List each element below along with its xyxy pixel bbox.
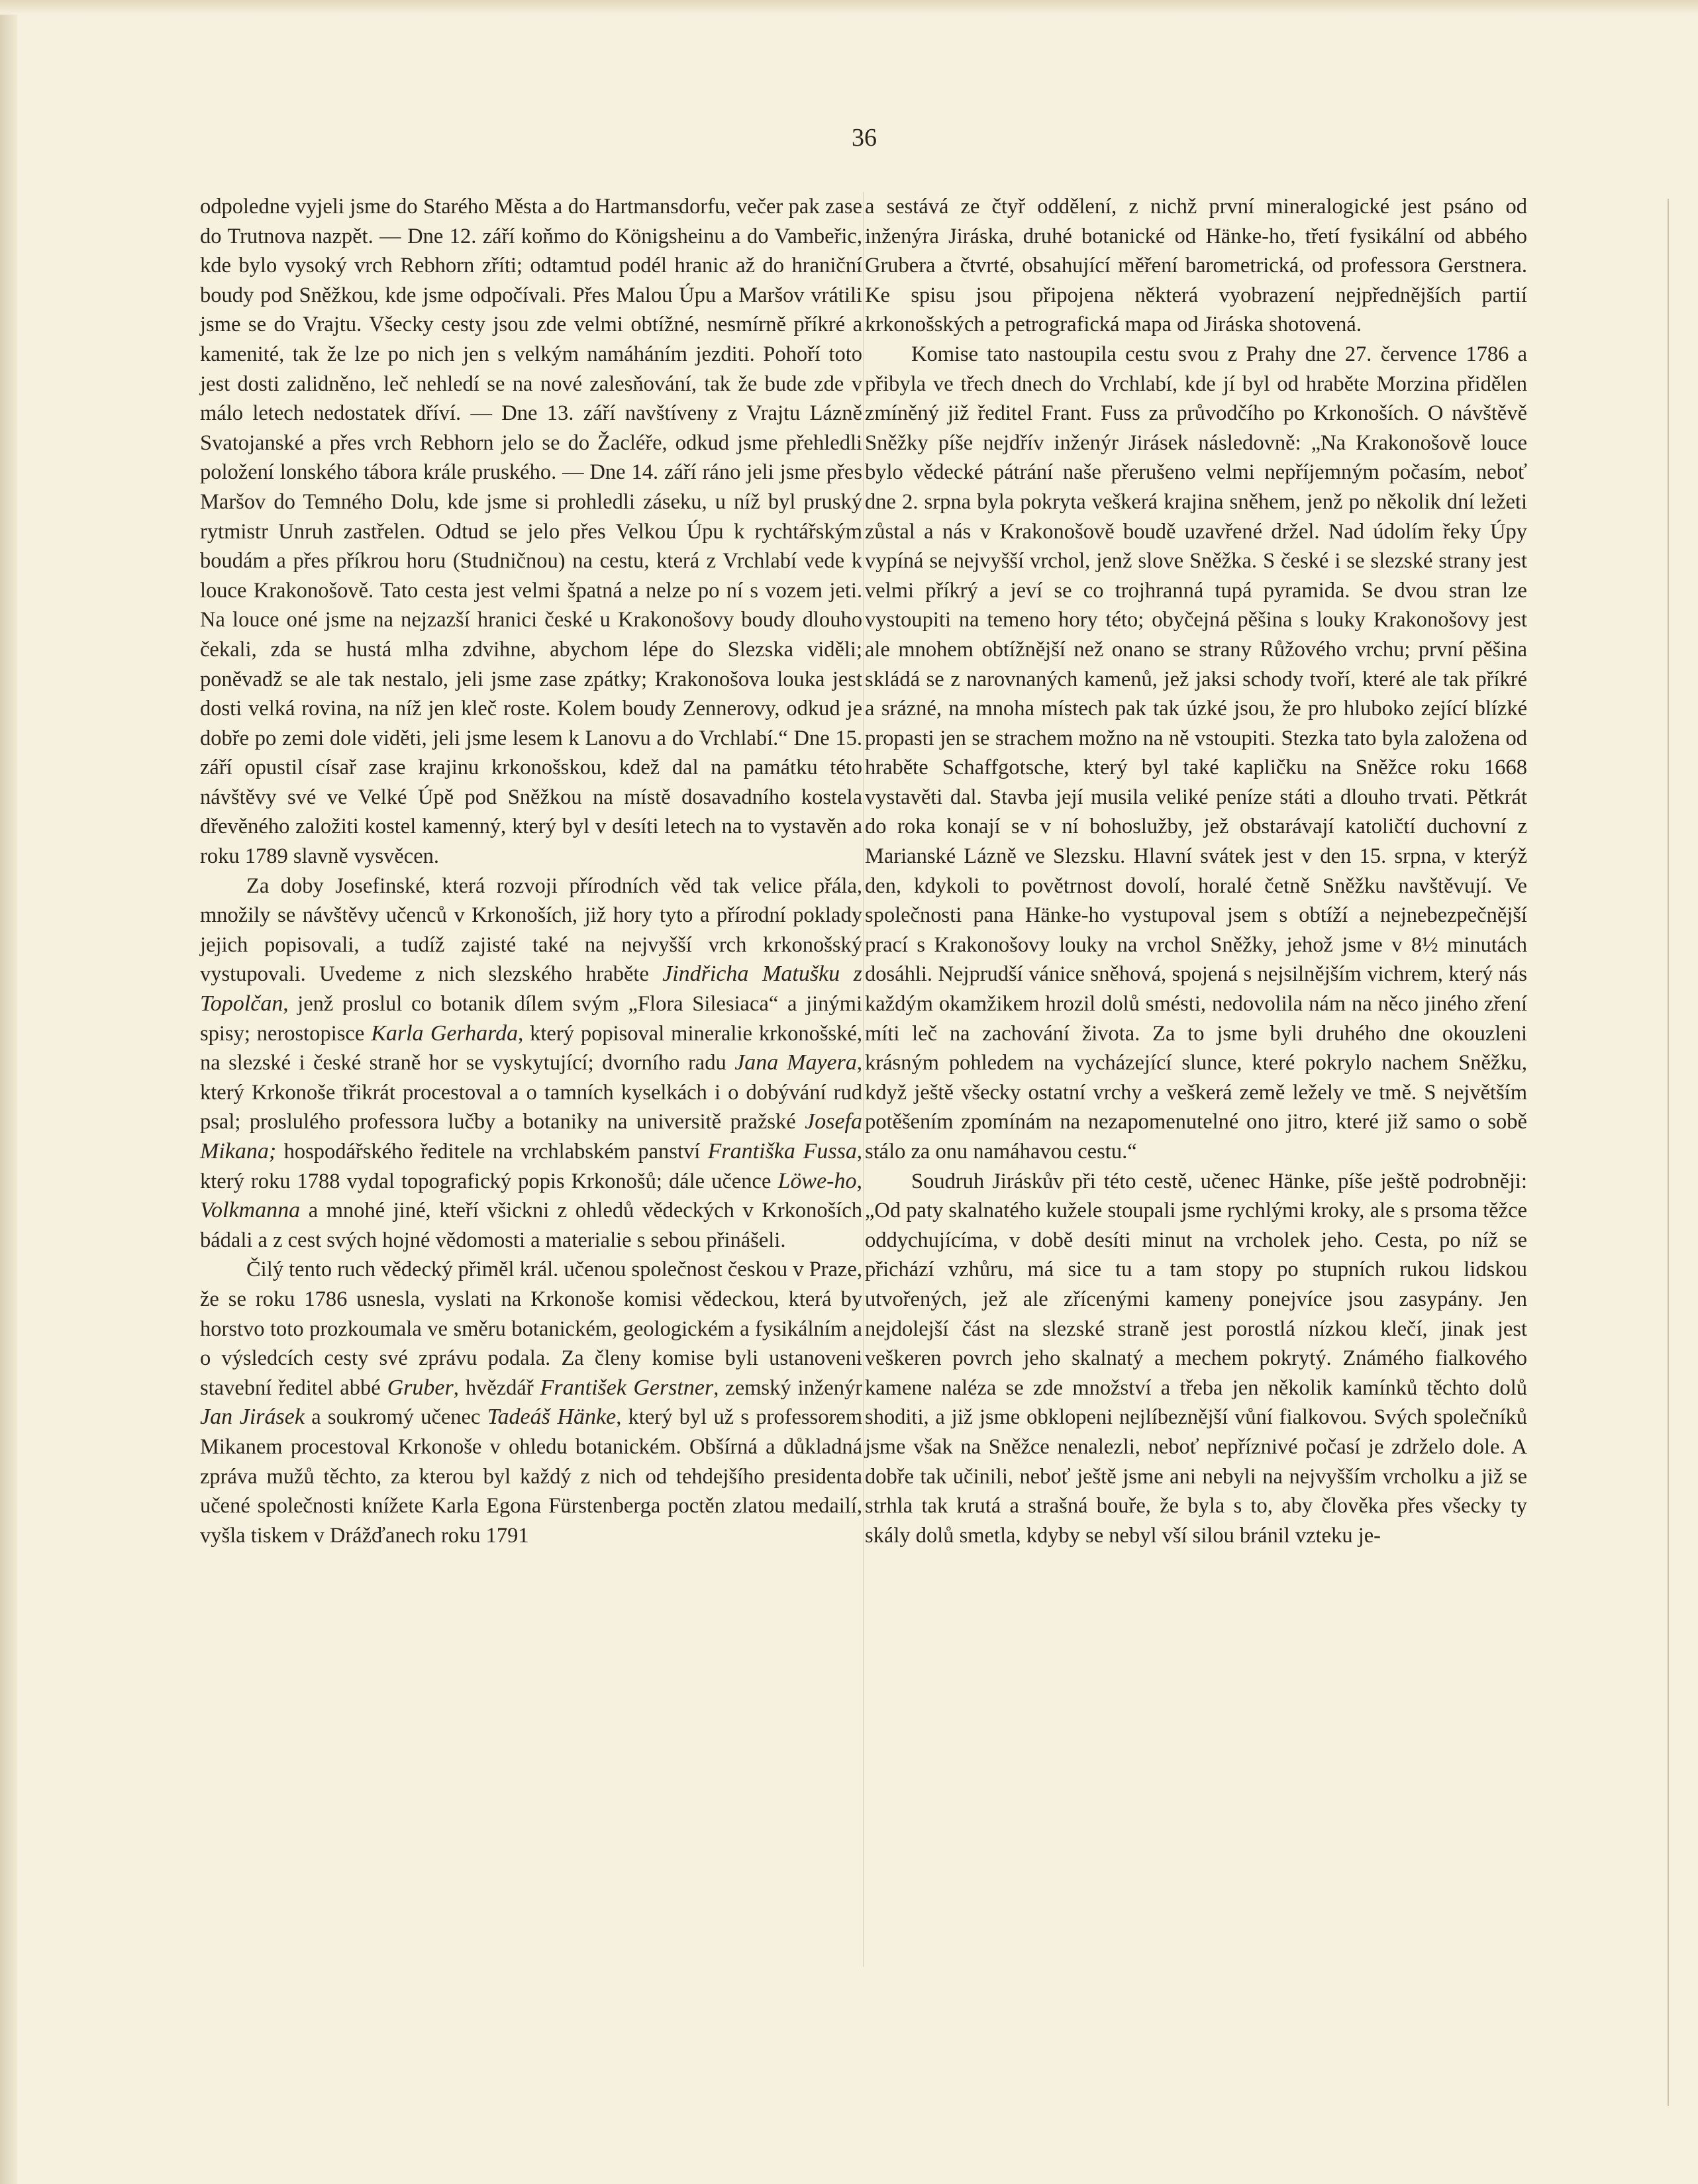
italic-name: Jindřicha Matušku z Topolčan	[200, 962, 862, 1017]
page-edge-rule	[1668, 199, 1669, 2106]
text-run: , který roku 1788 vydal topografický popis Krkonošů; dále učence	[200, 1140, 862, 1193]
text-run: , zemský inženýr	[713, 1375, 863, 1400]
italic-name: Karla Gerharda	[371, 1020, 519, 1046]
text-run: a mnohé jiné, kteří všickni z ohledů vědeckých v Krkonoších bádali a z cest svých hojné vědomosti a materialie s sebou přinášeli.	[200, 1199, 862, 1252]
body-paragraph	[865, 1167, 1527, 1551]
italic-name: Löwe-ho, Volkmanna	[200, 1168, 862, 1223]
text-run: odpoledne vyjeli jsme do Starého Města a do Hartmansdorfu, večer pak zase do Trutnova nazpět. — Dne 12. září koňmo do Königsheinu a do Vambeřic, kde bylo vysoký vrch Rebhorn zříti; odtamtud podél hranic až do hraniční boudy pod Sněžkou, kde jsme odpočívali. Přes Malou Úpu a Maršov vrátili jsme se do Vrajtu. Všecky cesty jsou zde velmi obtížné, nesmírně příkré a kamenité, tak že lze po nich jen s velkým namáháním jezditi. Pohoří toto jest dosti zalidněno, leč nehledí se na nové zalesňování, tak že bude zde v málo letech nedostatek dříví. — Dne 13. září navštíveny z Vrajtu Lázně Svatojanské a přes vrch Rebhorn jelo se do Žacléře, odkud jsme přehledli položení lonského tábora krále pruského. — Dne 14. září ráno jeli jsme přes Maršov do Temného Dolu, kde jsme si prohledli záseku, u níž byl pruský rytmistr Unruh zastřelen. Odtud se jelo přes Velkou Úpu k rychtářským boudám a přes příkrou horu (Studničnou) na cestu, která z Vrchlabí vede k louce Krakonošově. Tato cesta jest velmi špatná a nelze po ní s vozem jeti. Na louce oné jsme na nejzazší hranici české u Krakonošovy boudy dlouho čekali, zda se hustá mlha zdvihne, abychom lépe do Slezska viděli; poněvadž se ale tak nestalo, jeli jsme zase zpátky; Krakonošova louka jest dosti velká rovina, na níž jen kleč roste. Kolem boudy Zennerovy, odkud je dobře po zemi dole viděti, jeli jsme lesem k Lanovu a do Vrchlabí.“ Dne 15. září opustil císař zase krajinu krkonošskou, kdež dal na památku této návštěvy své ve Velké Úpě pod Sněžkou na místě dosavadního kostela dřevěného založiti kostel kamenný, který byl v desíti letech na to vystavěn a roku 1789 slavně vysvěcen.	[200, 195, 862, 869]
text-run: Za doby Josefinské, která rozvoji přírodních věd tak velice přála, množily se návštěvy učenců v Krkonoších, již hory tyto a přírodní poklady jejich popisovali, a tudíž zajisté také na nejvyšší vrch krkonošský vystupovali. Uvedeme z nich slezského hraběte	[200, 873, 862, 987]
text-run: , hvězdář	[453, 1375, 540, 1400]
text-run: , jenž proslul co botanik dílem svým „Flora Silesiaca“ a jinými spisy; nerostopisce	[200, 992, 862, 1046]
italic-name: Josefa Mikana;	[200, 1109, 862, 1164]
text-run: , který Krkonoše třikrát procestoval a o tamních kyselkách i o dobývání rud psal; proslulého professora lučby a botaniky na universitě pražské	[200, 1051, 863, 1134]
right-column	[865, 192, 1527, 1550]
italic-name: Jana Mayera	[734, 1050, 857, 1075]
italic-name: Gruber	[387, 1375, 454, 1400]
text-run: Čilý tento ruch vědecký přiměl král. učenou společnost českou v Praze, že se roku 1786 usnesla, vyslati na Krkonoše komisi vědeckou, která by horstvo toto prozkoumala ve směru botanickém, geologickém a fysikálním a o výsledcích cesty své zprávu podala. Za členy komise byli ustanoveni stavební ředitel abbé	[200, 1258, 862, 1400]
body-paragraph	[200, 192, 862, 871]
text-run: a soukromý učenec	[304, 1405, 487, 1430]
left-column	[200, 192, 862, 1550]
text-run: a sestává ze čtyř oddělení, z nichž první mineralogické jest psáno od inženýra Jiráska, druhé botanické od Hänke-ho, třetí fysikální od abbého Grubera a čtvrté, obsahující měření barometrická, od professora Gerstnera. Ke spisu jsou připojena některá vyobrazení nejpřednějších partií krkonošských a petrografická mapa od Jiráska shotovená.	[865, 195, 1527, 337]
scan-edge-top	[0, 0, 1698, 15]
column-divider	[863, 192, 864, 1967]
scan-edge-left	[0, 0, 17, 2184]
text-run: hospodářského ředitele na vrchlabském panství	[276, 1140, 708, 1164]
italic-name: František Gerstner	[540, 1375, 714, 1400]
italic-name: Františka Fussa	[707, 1139, 857, 1164]
text-run: , který popisoval mineralie krkonošské, na slezské i české straně hor se vyskytující; dvorního radu	[200, 1021, 863, 1075]
body-paragraph	[865, 340, 1527, 1167]
body-paragraph	[200, 871, 862, 1256]
body-paragraph	[865, 192, 1527, 340]
italic-name: Tadeáš Hänke	[487, 1405, 617, 1430]
italic-name: Jan Jirásek	[200, 1405, 305, 1430]
text-run: , který byl už s professorem Mikanem procestoval Krkonoše v ohledu botanickém. Obšírná a důkladná zpráva mužů těchto, za kterou byl každý z nich od tehdejšího presidenta učené společnosti knížete Karla Egona Fürstenberga poctěn zlatou medailí, vyšla tiskem v Drážďanech roku 1791	[200, 1405, 862, 1548]
text-run: Soudruh Jiráskův při této cestě, učenec Hänke, píše ještě podrobněji: „Od paty skalnatého kužele stoupali jsme rychlými kroky, ale s prsoma těžce oddychujícíma, v době desíti minut na vrcholek jeho. Cesta, po níž se přichází vzhůru, má sice tu a tam stopy po stupních rukou lidskou utvořených, jež ale zřícenými kameny ponejvíce jsou zasypány. Jen nejdolejší část na slezské straně jest porostlá nízkou klečí, jinak jest veškeren povrch jeho skalnatý a mechem pokrytý. Známého fialkového kamene naléza se zde množství a třeba jen několik kamínků těchto dolů shoditi, a již jsme obklopeni nejlíbeznější vůní fialkovou. Svých společníků jsme však na Sněžce nenalezli, neboť nepříznivé počasí je zdrželo dole. A dobře tak učinili, neboť ještě jsme ani nebyli na nejvyšším vrcholku a již se strhla tak krutá a strašná bouře, že byla s to, aby člověka přes všecky ty skály dolů smetla, kdyby se nebyl vší silou bránil vzteku je-	[865, 1169, 1527, 1548]
body-paragraph	[200, 1255, 862, 1550]
text-run: Komise tato nastoupila cestu svou z Prahy dne 27. července 1786 a přibyla ve třech dnech do Vrchlabí, kde jí byl od hraběte Morzina přidělen zmíněný již ředitel Frant. Fuss za průvodčího po Krkonoších. O návštěvě Sněžky píše nejdřív inženýr Jirásek následovně: „Na Krakonošově louce bylo vědecké pátrání naše přerušeno velmi nepříjemným počasím, neboť dne 2. srpna byla pokryta veškerá krajina sněhem, jenž po několik dní ležeti zůstal a nás v Krakonošově boudě uzavřené držel. Nad údolím řeky Úpy vypíná se nejvyšší vrchol, jenž slove Sněžka. S české i se slezské strany jest velmi příkrý a jeví se co trojhranná tupá pyramida. Se dvou stran lze vystoupiti na temeno hory této; obyčejná pěšina s louky Krakonošovy jest ale mnohem obtížnější než onano se strany Růžového vrchu; první pěšina skládá se z narovnaných kamenů, jež jaksi schody tvoří, které ale tak příkré a srázné, na mnoha místech pak tak úzké jsou, že pro hluboko zející blízké propasti jen se strachem možno na ně vstoupiti. Stezka tato byla založena od hraběte Schaffgotsche, který byl také kapličku na Sněžce roku 1668 vystavěti dal. Stavba její musila veliké peníze státi a dlouho trvati. Pětkrát do roka konají se v ní bohoslužby, jež obstarávají katoličtí duchovní z Marianské Lázně ve Slezsku. Hlavní svátek jest v den 15. srpna, v kterýž den, kdykoli to povětrnost dovolí, horalé četně Sněžku navštěvují. Ve společnosti pana Hänke-ho vystupoval jsem s obtíží a nejnebezpečnější prací s Krakonošovy louky na vrchol Sněžky, jehož jsme v 8½ minutách dosáhli. Nejprudší vánice sněhová, spojená s nejsilnějším vichrem, který nás každým okamžikem hrozil dolů smésti, nedovolila nám na něco jiného zření míti leč na zachování života. Za to jsme byli druhého dne okouzleni krásným pohledem na vycházející slunce, které pokrylo nachem Sněžku, když ještě všecky ostatní vrchy a veškerá země ležely ve tmě. S největším potěšením zpomínám na nezapomenutelné ono jitro, které již samo o sobě stálo za onu namáhavou cestu.“	[865, 342, 1527, 1164]
page-number: 36	[852, 124, 877, 152]
